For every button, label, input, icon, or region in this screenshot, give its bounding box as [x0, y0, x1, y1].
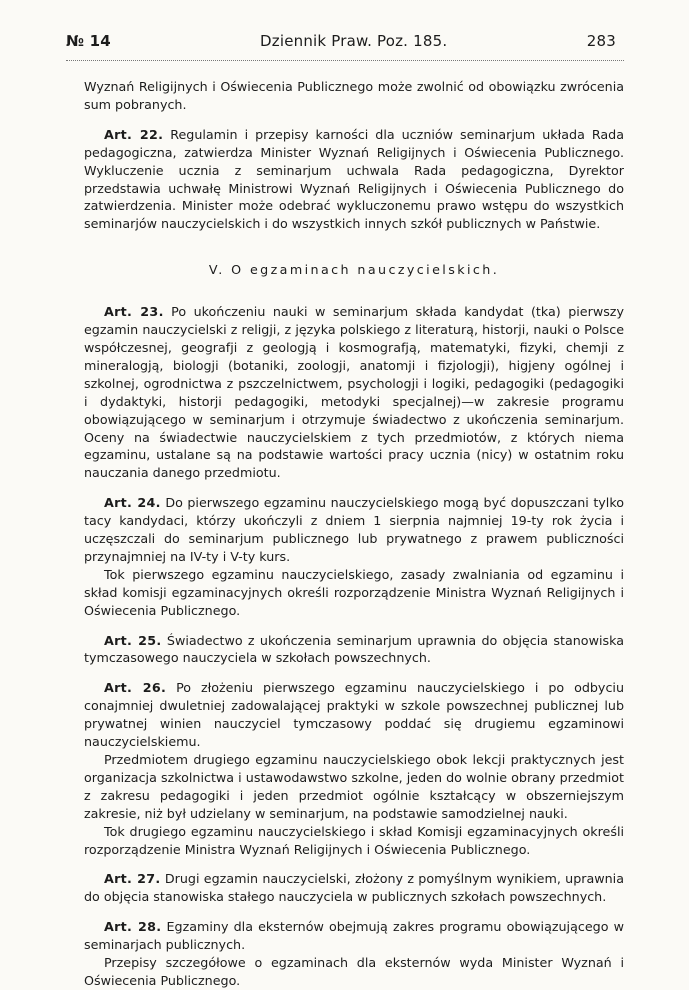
page-header: [66, 32, 624, 54]
article-22: [84, 126, 624, 233]
article-23-label: Art. 23.: [104, 304, 164, 320]
article-26-text: Po złożeniu pierwszego egzaminu nauczycielskiego i po odbyciu conajmniej dwuletniej zadowalającej praktyki w szkole powszechnej publicznej lub prywatnej winien nauczyciel tymczasowy poddać się drugiemu egzaminowi nauczycielskiemu.: [84, 680, 624, 750]
journal-reference: Dziennik Praw. Poz. 185.: [260, 32, 448, 50]
document-body: [84, 78, 624, 990]
article-24-label: Art. 24.: [104, 495, 161, 511]
article-27-text: Drugi egzamin nauczycielski, złożony z pomyślnym wynikiem, uprawnia do objęcia stanowiska stałego nauczyciela w publicznych szkołach powszechnych.: [84, 871, 624, 905]
article-26: [84, 679, 624, 751]
section-heading: V. O egzaminach nauczycielskich.: [208, 262, 500, 278]
page-number: 283: [586, 32, 616, 50]
article-24: [84, 494, 624, 566]
paragraph-continuation: Wyznań Religijnych i Oświecenia Publicznego może zwolnić od obowiązku zwrócenia sum pobranych.: [84, 79, 624, 112]
header-rule: [66, 60, 624, 62]
article-22-text: Regulamin i przepisy karności dla uczniów seminarjum układa Rada pedagogiczna, zatwierdza Minister Wyznań Religijnych i Oświecenia Publicznego. Wykluczenie ucznia z seminarjum uchwala Rada pedagogiczna, Dyrektor przedstawia uchwałę Ministrowi Wyznań Religijnych i Oświecenia Publicznego do zatwierdzenia. Minister może odebrać wykluczonemu prawo wstępu do wszystkich seminarjów nauczycielskich i do wszystkich innych szkół publicznych w Państwie.: [84, 126, 624, 232]
article-25-text: Świadectwo z ukończenia seminarjum uprawnia do objęcia stanowiska tymczasowego nauczyciela w szkołach powszechnych.: [84, 632, 624, 666]
article-26-paragraph-2: Przedmiotem drugiego egzaminu nauczycielskiego obok lekcji praktycznych jest organizacja szkolnictwa i ustawodawstwo szkolne, jeden do wolnie obrany przedmiot z zakresu pedagogiki i jeden przedmiot ogólnie kształcący w obszerniejszym zakresie, niż był udzielany w seminarjum, na podstawie samodzielnej nauki.: [84, 752, 624, 821]
article-26-paragraph-3: Tok drugiego egzaminu nauczycielskiego i skład Komisji egzaminacyjnych określi rozporządzenie Ministra Wyznań Religijnych i Oświecenia Publicznego.: [84, 823, 624, 857]
article-23-text: Po ukończeniu nauki w seminarjum składa kandydat (tka) pierwszy egzamin nauczycielski z religji, z języka polskiego z literaturą, historji, nauki o Polsce współczesnej, geografji z geologją i kosmografją, matematyki, fizyki, chemji z mineralogją, biologji (botaniki, zoologji, anatomji i fizjologji), higjeny ogólnej i szkolnej, ogrodnictwa z pszczelnictwem, psychologji i logiki, pedagogiki (pedagogiki i dydaktyki, historji pedagogiki, metodyki specjalnej)—w zakresie programu obowiązującego w seminarjum i otrzymuje świadectwo z ukończenia seminarjum. Oceny na świadectwie nauczycielskiem z tych przedmiotów, z których niema egzaminu, ustalane są na podstawie wartości pracy ucznia (nicy) w ostatnim roku nauczania danego przedmiotu.: [84, 304, 624, 481]
article-23: [84, 303, 624, 482]
article-28-label: Art. 28.: [104, 919, 162, 935]
article-25: [84, 632, 624, 668]
article-24-paragraph-2: Tok pierwszego egzaminu nauczycielskiego, zasady zwalniania od egzaminu i skład komisji egzaminacyjnych określi rozporządzenie Ministra Wyznań Religijnych i Oświecenia Publicznego.: [84, 566, 624, 618]
article-28-paragraph-2: Przepisy szczegółowe o egzaminach dla eksternów wyda Minister Wyznań i Oświecenia Publicznego.: [84, 955, 624, 988]
article-25-label: Art. 25.: [104, 632, 162, 648]
issue-number: № 14: [66, 32, 111, 50]
article-27-label: Art. 27.: [104, 871, 161, 887]
article-26-label: Art. 26.: [104, 680, 167, 696]
article-22-label: Art. 22.: [104, 126, 164, 142]
article-24-text: Do pierwszego egzaminu nauczycielskiego mogą być dopuszczani tylko tacy kandydaci, którzy ukończyli z dniem 1 sierpnia najmniej 19-ty rok życia i uczęszczali do seminarjum publicznego lub prywatnego z prawem publiczności przynajmniej na IV-ty i V-ty kurs.: [84, 495, 624, 564]
article-28: [84, 918, 624, 954]
article-27: [84, 870, 624, 906]
article-28-text: Egzaminy dla eksternów obejmują zakres programu obowiązującego w seminarjach publicznych.: [84, 919, 624, 953]
